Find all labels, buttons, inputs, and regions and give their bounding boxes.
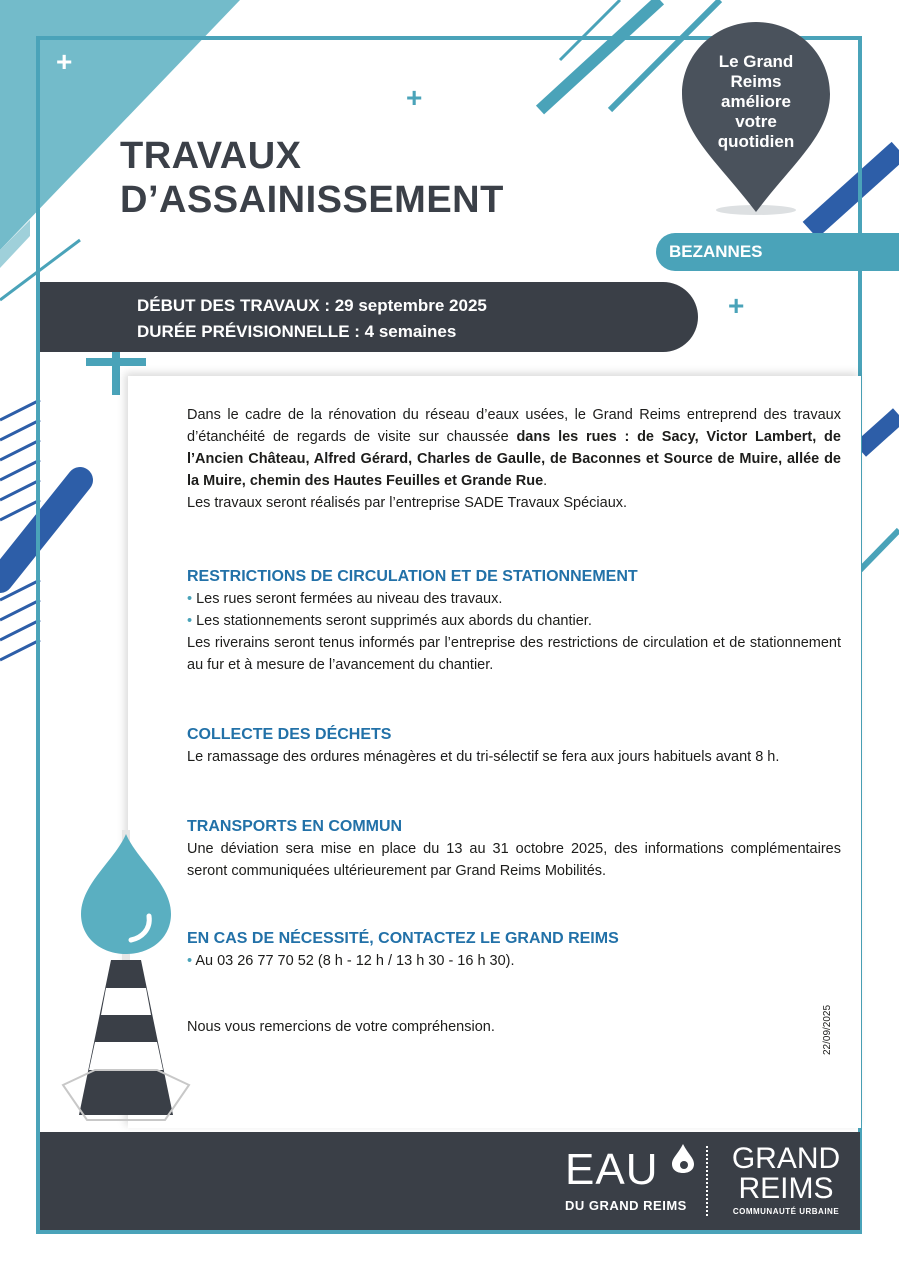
grand-reims-pin-badge — [682, 22, 830, 218]
contact-bullet — [187, 950, 841, 972]
eau-logo-main: EAU — [565, 1145, 659, 1194]
waste-text: Le ramassage des ordures ménagères et du tri-sélectif se fera aux jours habituels avant 8 h. — [187, 749, 780, 765]
bullet-text: Les rues seront fermées au niveau des travaux. — [196, 591, 503, 607]
traffic-cone-icon — [79, 960, 173, 1115]
start-date: DÉBUT DES TRAVAUX : 29 septembre 2025 — [137, 296, 487, 315]
intro-company: Les travaux seront réalisés par l’entreprise SADE Travaux Spéciaux. — [187, 495, 628, 511]
logo-drop-icon — [670, 1142, 696, 1174]
grand-reims-line-1: GRAND — [731, 1142, 841, 1175]
duration: DURÉE PRÉVISIONNELLE : 4 semaines — [137, 322, 457, 341]
grand-reims-sub: COMMUNAUTÉ URBAINE — [732, 1207, 840, 1216]
closing-text: Nous vous remercions de votre compréhension. — [187, 1019, 495, 1035]
title-line-2: D’ASSAINISSEMENT — [120, 179, 504, 221]
badge-line: améliore — [721, 92, 791, 111]
water-drop-icon — [81, 834, 171, 954]
water-drop-cone-illustration — [55, 830, 195, 1130]
document-date: 22/09/2025 — [822, 1004, 833, 1055]
badge-line: votre — [735, 112, 777, 131]
city-name: BEZANNES — [669, 242, 763, 261]
right-navy-stripe-2 — [860, 415, 899, 450]
plus-icon: + — [728, 290, 745, 321]
restrictions-heading: RESTRICTIONS DE CIRCULATION ET DE STATIONNEMENT — [187, 568, 638, 585]
badge-line: Reims — [730, 72, 782, 91]
transport-text: Une déviation sera mise en place du 13 au 31 octobre 2025, des informations complémentaires seront communiquées ultérieurement par Grand Reims Mobilités. — [187, 841, 841, 879]
contact-heading: EN CAS DE NÉCESSITÉ, CONTACTEZ LE GRAND REIMS — [187, 930, 619, 947]
intro-text: Dans le cadre de la rénovation du réseau d’eaux usées, le Grand Reims entreprend des travaux d’étanchéité de regards de visite sur chaussée — [187, 407, 841, 445]
badge-line: quotidien — [717, 132, 795, 151]
plus-icon: + — [406, 82, 423, 113]
restrictions-text: Les riverains seront tenus informés par l’entreprise des restrictions de circulation et de stationnement au fur et à mesure de l’avancement du chantier. — [187, 635, 841, 673]
intro-end: . — [543, 473, 548, 489]
badge-text — [682, 52, 830, 152]
plus-icon: + — [56, 46, 73, 77]
page-title — [120, 134, 504, 222]
grand-reims-line-2: REIMS — [738, 1172, 834, 1205]
badge-line: Le Grand — [718, 52, 794, 71]
title-line-1: TRAVAUX — [120, 135, 302, 177]
city-label — [656, 233, 899, 271]
footer-bar — [40, 1132, 860, 1230]
eau-logo-sub: DU GRAND REIMS — [565, 1198, 687, 1213]
bullet-text: Les stationnements seront supprimés aux abords du chantier. — [196, 613, 592, 629]
restrictions-bullet — [187, 588, 841, 610]
dates-banner — [40, 282, 698, 352]
main-content — [187, 404, 841, 1038]
restrictions-bullet — [187, 610, 841, 632]
transport-heading: TRANSPORTS EN COMMUN — [187, 818, 403, 835]
logo-divider — [706, 1146, 709, 1216]
right-teal-stripe — [860, 530, 899, 570]
intro-streets: dans les rues : de Sacy, Victor Lambert, de l’Ancien Château, Alfred Gérard, Charles de Gaulle, de Baconnes et Source de Muire, allée de la Muire, chemin des Hautes Feuilles et Grande Rue — [187, 429, 841, 489]
contact-phone: Au 03 26 77 70 52 (8 h - 12 h / 13 h 30 - 16 h 30). — [195, 953, 515, 969]
grand-reims-logo — [716, 1144, 856, 1216]
waste-heading: COLLECTE DES DÉCHETS — [187, 726, 392, 743]
intro-paragraph — [187, 404, 841, 492]
